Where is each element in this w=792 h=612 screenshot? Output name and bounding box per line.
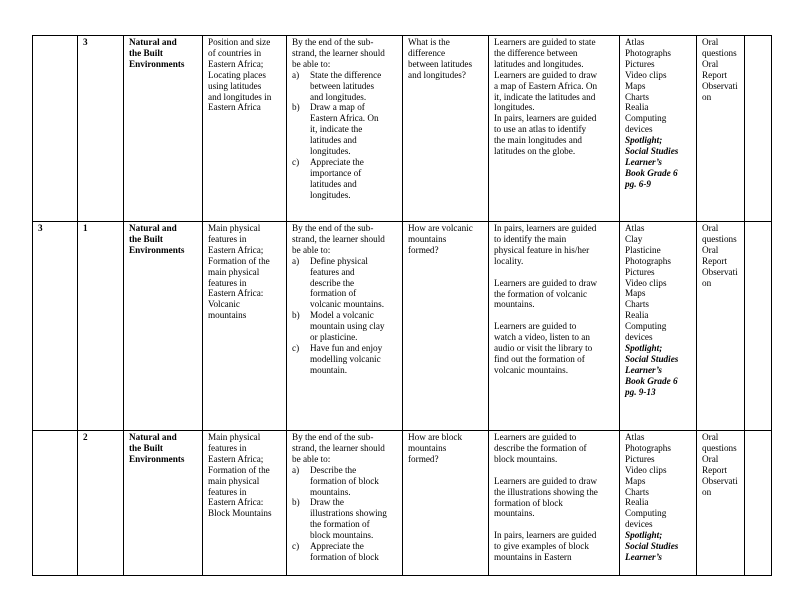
- resource-item: Clay: [625, 233, 643, 244]
- week-cell: [33, 431, 78, 576]
- sub-strand-cell: [203, 222, 287, 431]
- experience-line: In pairs, learners are guided: [494, 223, 597, 233]
- resource-book-line: Book Grade 6: [625, 375, 678, 386]
- outcome-line: Draw the: [310, 497, 344, 508]
- experience-line: mountains.: [494, 508, 535, 519]
- resource-item: Atlas: [625, 432, 645, 442]
- table-row: [33, 36, 772, 222]
- resource-item: Video clips: [625, 69, 667, 80]
- experience-line: Learners are guided to draw: [494, 475, 598, 486]
- experience-line: mountains.: [494, 299, 535, 310]
- inquiry-question-cell: [403, 431, 489, 576]
- assessment-line: Report: [702, 255, 728, 266]
- resource-item: Realia: [625, 102, 649, 113]
- experience-line: volcanic mountains.: [494, 364, 568, 375]
- experience-line: Learners are guided to draw: [494, 277, 598, 288]
- lesson-cell: 2: [78, 431, 124, 576]
- inquiry-line: mountains: [408, 233, 447, 244]
- outcomes-list: [292, 70, 398, 201]
- assessment-line: on: [702, 277, 712, 288]
- resource-item: Maps: [625, 288, 646, 299]
- outcome-line: formation of block: [310, 475, 379, 486]
- paragraph-gap: [494, 465, 615, 476]
- outcome-line: State the difference: [310, 69, 382, 80]
- sub-strand-line: and longitudes in: [208, 91, 272, 102]
- learning-outcomes-cell: [287, 222, 403, 431]
- experience-paragraph: [494, 223, 615, 267]
- outcome-line: features and: [310, 266, 355, 277]
- outcome-line: Model a volcanic: [310, 310, 374, 321]
- experience-line: find out the formation of: [494, 354, 585, 365]
- outcome-line: longitudes.: [310, 146, 351, 157]
- experience-line: latitudes on the globe.: [494, 146, 576, 157]
- outcome-item: [292, 157, 398, 201]
- assessment-line: on: [702, 91, 712, 102]
- resource-item: Computing: [625, 321, 667, 332]
- assessment-line: Oral: [702, 58, 719, 69]
- sub-strand-line: Eastern Africa;: [208, 58, 264, 69]
- outcome-item: [292, 102, 398, 157]
- sub-strand-cell: [203, 36, 287, 222]
- sub-strand-line: Eastern Africa:: [208, 497, 264, 508]
- outcome-line: Eastern Africa. On: [310, 113, 379, 124]
- experience-line: locality.: [494, 255, 524, 266]
- assessment-line: Report: [702, 69, 728, 80]
- outcome-marker: b): [292, 310, 300, 321]
- assessment-cell: [697, 431, 745, 576]
- resource-item: devices: [625, 332, 653, 343]
- sub-strand-line: features in: [208, 486, 247, 497]
- experience-line: to use an atlas to identify: [494, 124, 587, 135]
- outcome-line: Appreciate the: [310, 156, 364, 167]
- sub-strand-line: Formation of the: [208, 255, 270, 266]
- sub-strand-line: features in: [208, 442, 247, 453]
- experience-line: to identify the main: [494, 233, 567, 244]
- sub-strand-line: Block Mountains: [208, 508, 272, 519]
- sub-strand-line: of countries in: [208, 47, 262, 58]
- learning-experiences-cell: [489, 36, 620, 222]
- sub-strand-cell: [203, 431, 287, 576]
- experience-line: longitudes.: [494, 102, 535, 113]
- outcome-line: mountain using clay: [310, 321, 385, 332]
- experience-line: physical feature in his/her: [494, 244, 590, 255]
- sub-strand-line: main physical: [208, 266, 260, 277]
- inquiry-line: mountains: [408, 442, 447, 453]
- resource-book-line: Learner’s: [625, 551, 662, 562]
- resource-item: Photographs: [625, 47, 671, 58]
- inquiry-line: How are volcanic: [408, 223, 473, 233]
- outcomes-list: [292, 256, 398, 376]
- assessment-cell: [697, 36, 745, 222]
- outcome-item: [292, 541, 398, 563]
- resource-book-line: Social Studies: [625, 353, 679, 364]
- outcome-line: mountains.: [310, 486, 351, 497]
- resource-book-line: Spotlight;: [625, 135, 663, 146]
- experience-line: describe the formation of: [494, 442, 587, 453]
- resource-item: devices: [625, 519, 653, 530]
- sub-strand-line: Main physical: [208, 223, 261, 233]
- sub-strand-line: Position and size: [208, 37, 271, 47]
- assessment-line: Report: [702, 464, 728, 475]
- strand-line: Environments: [129, 453, 185, 464]
- learning-outcomes-cell: [287, 36, 403, 222]
- outcomes-intro-line: By the end of the sub-: [292, 223, 374, 233]
- outcome-item: [292, 343, 398, 376]
- learning-outcomes-cell: [287, 431, 403, 576]
- outcomes-intro-line: be able to:: [292, 453, 331, 464]
- outcomes-intro-line: By the end of the sub-: [292, 432, 374, 442]
- resource-item: Pictures: [625, 58, 655, 69]
- resource-item: Charts: [625, 91, 649, 102]
- sub-strand-line: Volcanic: [208, 299, 240, 310]
- strand-cell: [124, 222, 203, 431]
- outcomes-intro-line: strand, the learner should: [292, 442, 385, 453]
- strand-line: Natural and: [129, 37, 177, 47]
- experience-line: to give examples of block: [494, 541, 589, 552]
- experience-line: mountains in Eastern: [494, 552, 572, 563]
- inquiry-line: difference: [408, 47, 446, 58]
- resource-item: Plasticine: [625, 244, 661, 255]
- inquiry-line: What is the: [408, 37, 450, 47]
- experience-paragraph: [494, 278, 615, 311]
- assessment-line: Observati: [702, 80, 738, 91]
- resource-book-line: Learner’s: [625, 364, 662, 375]
- resource-book-line: pg. 6-9: [625, 178, 652, 189]
- outcome-line: block mountains.: [310, 530, 374, 541]
- outcome-line: and longitudes.: [310, 91, 367, 102]
- resources-cell: [620, 222, 697, 431]
- resource-book-line: Spotlight;: [625, 342, 663, 353]
- resource-item: Photographs: [625, 255, 671, 266]
- strand-cell: [124, 36, 203, 222]
- outcome-line: Describe the: [310, 464, 357, 475]
- resource-item: Pictures: [625, 266, 655, 277]
- resource-item: Pictures: [625, 453, 655, 464]
- assessment-line: Observati: [702, 475, 738, 486]
- experience-line: the main longitudes and: [494, 135, 583, 146]
- learning-experiences-cell: [489, 222, 620, 431]
- outcome-line: importance of: [310, 167, 362, 178]
- lesson-cell: 3: [78, 36, 124, 222]
- outcome-line: describe the: [310, 277, 355, 288]
- experience-line: Learners are guided to: [494, 321, 577, 332]
- strand-line: the Built: [129, 233, 163, 244]
- reflection-cell: [745, 36, 772, 222]
- resources-cell: [620, 36, 697, 222]
- strand-line: Environments: [129, 244, 185, 255]
- experience-paragraph: [494, 432, 615, 465]
- assessment-line: on: [702, 486, 712, 497]
- outcome-item: [292, 310, 398, 343]
- outcome-line: Appreciate the: [310, 541, 364, 552]
- experience-line: Learners are guided to: [494, 432, 577, 442]
- experience-line: block mountains.: [494, 453, 558, 464]
- outcome-line: latitudes and: [310, 178, 357, 189]
- sub-strand-line: Eastern Africa:: [208, 288, 264, 299]
- strand-line: the Built: [129, 47, 163, 58]
- sub-strand-line: Formation of the: [208, 464, 270, 475]
- outcomes-intro-line: strand, the learner should: [292, 233, 385, 244]
- outcome-line: Draw a map of: [310, 102, 365, 113]
- inquiry-question-cell: [403, 222, 489, 431]
- outcome-line: the formation of: [310, 519, 370, 530]
- outcome-line: longitudes.: [310, 189, 351, 200]
- inquiry-line: formed?: [408, 453, 439, 464]
- resource-book-line: Social Studies: [625, 541, 679, 552]
- outcome-marker: a): [292, 464, 300, 475]
- week-cell: 3: [33, 222, 78, 431]
- inquiry-question-cell: [403, 36, 489, 222]
- inquiry-line: How are block: [408, 432, 463, 442]
- sub-strand-line: Locating places: [208, 69, 266, 80]
- experience-line: watch a video, listen to an: [494, 332, 590, 343]
- outcome-marker: c): [292, 156, 300, 167]
- resource-item: Computing: [625, 508, 667, 519]
- strand-line: Environments: [129, 58, 185, 69]
- assessment-line: Oral: [702, 223, 719, 233]
- experience-line: it, indicate the latitudes and: [494, 91, 596, 102]
- outcome-marker: b): [292, 102, 300, 113]
- resource-item: Computing: [625, 113, 667, 124]
- resource-book-line: Book Grade 6: [625, 167, 678, 178]
- learning-experiences-cell: [489, 431, 620, 576]
- strand-line: the Built: [129, 442, 163, 453]
- sub-strand-line: using latitudes: [208, 80, 262, 91]
- assessment-line: Oral: [702, 37, 719, 47]
- sub-strand-line: Main physical: [208, 432, 261, 442]
- sub-strand-line: Eastern Africa;: [208, 453, 264, 464]
- assessment-line: questions: [702, 233, 737, 244]
- reflection-cell: [745, 431, 772, 576]
- inquiry-line: between latitudes: [408, 58, 473, 69]
- lesson-cell: 1: [78, 222, 124, 431]
- sub-strand-line: features in: [208, 277, 247, 288]
- resources-cell: [620, 431, 697, 576]
- experience-paragraph: [494, 70, 615, 114]
- resource-book-line: Learner’s: [625, 156, 662, 167]
- resource-item: Photographs: [625, 442, 671, 453]
- outcome-line: volcanic mountains.: [310, 299, 384, 310]
- paragraph-gap: [494, 519, 615, 530]
- experience-line: In pairs, learners are guided: [494, 113, 597, 124]
- sub-strand-line: main physical: [208, 475, 260, 486]
- resource-item: Video clips: [625, 277, 667, 288]
- resource-book-line: Spotlight;: [625, 530, 663, 541]
- experience-line: the illustrations showing the: [494, 486, 598, 497]
- outcome-line: modelling volcanic: [310, 353, 381, 364]
- outcome-line: Have fun and enjoy: [310, 342, 383, 353]
- sub-strand-line: features in: [208, 233, 247, 244]
- experience-line: the formation of volcanic: [494, 288, 588, 299]
- outcome-marker: c): [292, 342, 300, 353]
- resource-book-line: pg. 9-13: [625, 386, 656, 397]
- sub-strand-line: Eastern Africa: [208, 102, 261, 113]
- resource-item: Realia: [625, 497, 649, 508]
- experience-paragraph: [494, 37, 615, 70]
- outcome-item: [292, 256, 398, 311]
- assessment-line: questions: [702, 47, 737, 58]
- resource-item: Video clips: [625, 464, 667, 475]
- outcomes-intro-line: strand, the learner should: [292, 47, 385, 58]
- outcome-marker: c): [292, 541, 300, 552]
- outcome-line: formation of block: [310, 551, 379, 562]
- outcome-line: Define physical: [310, 255, 368, 266]
- outcome-line: it, indicate the: [310, 124, 363, 135]
- experience-paragraph: [494, 321, 615, 376]
- resource-item: Realia: [625, 310, 649, 321]
- week-cell: [33, 36, 78, 222]
- outcomes-intro-line: be able to:: [292, 244, 331, 255]
- sub-strand-line: mountains: [208, 310, 247, 321]
- table-body: [33, 36, 772, 576]
- experience-line: Learners are guided to state: [494, 37, 596, 47]
- outcome-marker: a): [292, 69, 300, 80]
- experience-paragraph: [494, 530, 615, 563]
- assessment-line: Oral: [702, 453, 719, 464]
- assessment-cell: [697, 222, 745, 431]
- outcome-line: formation of: [310, 288, 357, 299]
- outcome-line: illustrations showing: [310, 508, 387, 519]
- assessment-line: Oral: [702, 432, 719, 442]
- outcome-item: [292, 465, 398, 498]
- resource-item: devices: [625, 124, 653, 135]
- outcome-line: between latitudes: [310, 80, 375, 91]
- outcomes-list: [292, 465, 398, 563]
- resource-item: Maps: [625, 475, 646, 486]
- outcome-marker: b): [292, 497, 300, 508]
- experience-line: the difference between: [494, 47, 578, 58]
- inquiry-line: and longitudes?: [408, 69, 466, 80]
- strand-line: Natural and: [129, 432, 177, 442]
- experience-paragraph: [494, 113, 615, 157]
- experience-line: a map of Eastern Africa. On: [494, 80, 598, 91]
- resource-item: Maps: [625, 80, 646, 91]
- outcome-line: or plasticine.: [310, 332, 358, 343]
- experience-line: latitudes and longitudes.: [494, 58, 584, 69]
- paragraph-gap: [494, 267, 615, 278]
- table-row: [33, 222, 772, 431]
- resource-item: Charts: [625, 299, 649, 310]
- experience-paragraph: [494, 476, 615, 520]
- strand-line: Natural and: [129, 223, 177, 233]
- paragraph-gap: [494, 310, 615, 321]
- outcome-line: mountain.: [310, 364, 348, 375]
- resource-book-line: Social Studies: [625, 146, 679, 157]
- experience-line: audio or visit the library to: [494, 343, 593, 354]
- experience-line: Learners are guided to draw: [494, 69, 598, 80]
- assessment-line: questions: [702, 442, 737, 453]
- experience-line: In pairs, learners are guided: [494, 530, 597, 541]
- resource-item: Atlas: [625, 37, 645, 47]
- scheme-of-work-table: [32, 35, 772, 576]
- outcome-item: [292, 497, 398, 541]
- outcome-item: [292, 70, 398, 103]
- assessment-line: Observati: [702, 266, 738, 277]
- resource-item: Charts: [625, 486, 649, 497]
- outcomes-intro-line: By the end of the sub-: [292, 37, 374, 47]
- table-row: [33, 431, 772, 576]
- outcome-marker: a): [292, 255, 300, 266]
- resource-item: Atlas: [625, 223, 645, 233]
- strand-cell: [124, 431, 203, 576]
- outcome-line: latitudes and: [310, 135, 357, 146]
- inquiry-line: formed?: [408, 244, 439, 255]
- sub-strand-line: Eastern Africa;: [208, 244, 264, 255]
- experience-line: formation of block: [494, 497, 563, 508]
- assessment-line: Oral: [702, 244, 719, 255]
- reflection-cell: [745, 222, 772, 431]
- outcomes-intro-line: be able to:: [292, 58, 331, 69]
